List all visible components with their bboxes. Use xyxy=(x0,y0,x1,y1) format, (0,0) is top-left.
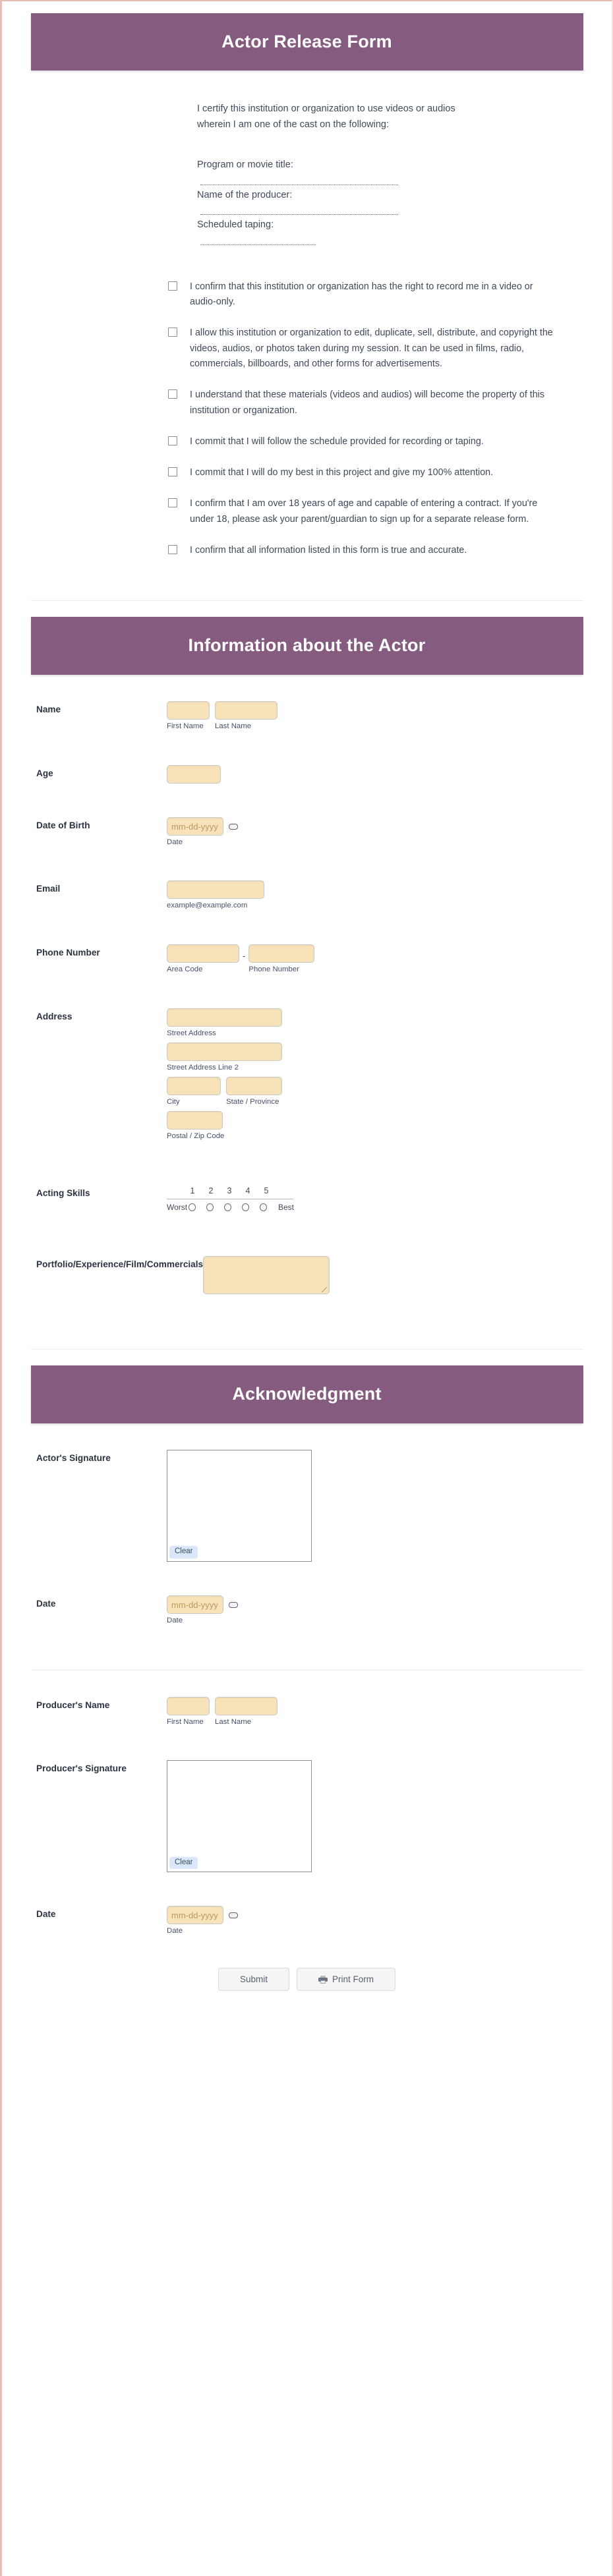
calendar-icon[interactable] xyxy=(229,1602,238,1608)
field-row-phone xyxy=(2,944,612,975)
certify-text: I certify this institution or organization to use videos or audios wherein I am one of the cast on the following: xyxy=(197,103,455,130)
field-row-acting-skills xyxy=(2,1185,612,1212)
actor-signature-label: Actor's Signature xyxy=(36,1452,111,1463)
last-name-input[interactable] xyxy=(215,701,277,720)
street-address-line2-input[interactable] xyxy=(167,1043,282,1061)
city-input[interactable] xyxy=(167,1077,221,1095)
section-title-acknowledgment: Acknowledgment xyxy=(31,1365,583,1423)
field-row-portfolio xyxy=(2,1256,612,1294)
header-2-wrapper xyxy=(2,601,612,674)
scale-numbers xyxy=(185,1186,612,1195)
producer-first-name-sublabel: First Name xyxy=(167,1717,204,1726)
checkbox-label-5: I commit that I will do my best in this project and give my 100% attention. xyxy=(190,467,494,478)
producer-signature-pad[interactable] xyxy=(167,1760,312,1872)
producer-signature-label: Producer's Signature xyxy=(36,1763,127,1774)
field-row-address xyxy=(2,1008,612,1141)
producer-name-label: Producer's Name xyxy=(36,1700,110,1710)
producer-name-line[interactable] xyxy=(200,214,398,215)
scale-worst-label: Worst xyxy=(167,1203,188,1213)
checkbox-label-1: I confirm that this institution or organization has the right to record me in a video or audio-only. xyxy=(190,281,533,308)
checkbox-icon-6[interactable] xyxy=(168,498,177,507)
checkbox-icon-3[interactable] xyxy=(168,389,177,399)
email-sublabel: example@example.com xyxy=(167,902,248,910)
scale-number-2: 2 xyxy=(208,1186,214,1196)
producer-date-input[interactable]: mm-dd-yyyy xyxy=(167,1906,223,1924)
last-name-sublabel: Last Name xyxy=(215,722,252,730)
state-province-sublabel: State / Province xyxy=(226,1097,279,1106)
email-input[interactable] xyxy=(167,880,264,899)
header-3-wrapper xyxy=(2,1350,612,1423)
scheduled-taping-line[interactable] xyxy=(200,244,316,245)
intro-block xyxy=(197,101,481,244)
producer-signature-clear-button[interactable]: Clear xyxy=(169,1857,198,1870)
checkbox-row[interactable] xyxy=(168,496,564,527)
resize-grip-icon[interactable] xyxy=(322,1287,327,1292)
submit-button-label: Submit xyxy=(239,1974,268,1985)
checkbox-row[interactable] xyxy=(168,434,564,449)
print-form-button-label: Print Form xyxy=(332,1974,374,1985)
postal-zip-input[interactable] xyxy=(167,1111,223,1130)
field-row-actor-signature xyxy=(2,1450,612,1562)
radio-rating-1[interactable] xyxy=(189,1203,196,1211)
field-row-name xyxy=(2,701,612,731)
address-label: Address xyxy=(36,1012,73,1022)
radio-rating-4[interactable] xyxy=(242,1203,249,1211)
field-row-producer-signature xyxy=(2,1760,612,1872)
phone-number-sublabel: Phone Number xyxy=(248,965,299,974)
checkbox-icon-1[interactable] xyxy=(168,281,177,291)
submit-button[interactable] xyxy=(218,1968,289,1991)
consent-checkbox-list xyxy=(168,279,564,559)
actor-date-input[interactable]: mm-dd-yyyy xyxy=(167,1595,223,1614)
page-title: Actor Release Form xyxy=(31,13,583,71)
phone-number-input[interactable] xyxy=(248,944,314,963)
checkbox-icon-5[interactable] xyxy=(168,467,177,476)
actor-signature-pad[interactable] xyxy=(167,1450,312,1562)
producer-date-sublabel: Date xyxy=(167,1927,183,1935)
field-row-actor-date xyxy=(2,1595,612,1626)
area-code-input[interactable] xyxy=(167,944,239,963)
scale-number-1: 1 xyxy=(190,1186,195,1196)
checkbox-row[interactable] xyxy=(168,279,564,310)
producer-name-label: Name of the producer: xyxy=(197,189,293,200)
checkbox-row[interactable] xyxy=(168,387,564,418)
checkbox-row[interactable] xyxy=(168,543,564,558)
phone-number-label: Phone Number xyxy=(36,948,100,958)
checkbox-label-2: I allow this institution or organization to edit, duplicate, sell, distribute, and copyright the videos, audios, or photos taken during my session. It can be used in films, radio, commercials, billboards, and other forms for advertisements. xyxy=(190,328,553,369)
street-address-sublabel: Street Address xyxy=(167,1029,216,1038)
postal-zip-sublabel: Postal / Zip Code xyxy=(167,1131,225,1140)
print-form-button[interactable] xyxy=(297,1968,395,1991)
section-title-actor-info: Information about the Actor xyxy=(31,617,583,674)
checkbox-label-7: I confirm that all information listed in this form is true and accurate. xyxy=(190,545,467,556)
acting-skills-label: Acting Skills xyxy=(36,1188,90,1199)
acknowledgment-fields xyxy=(2,1450,612,1936)
calendar-icon[interactable] xyxy=(229,1912,238,1918)
state-province-input[interactable] xyxy=(226,1077,282,1095)
program-title-label: Program or movie title: xyxy=(197,159,293,171)
first-name-sublabel: First Name xyxy=(167,722,204,730)
street-address-input[interactable] xyxy=(167,1008,282,1027)
actor-signature-clear-button[interactable]: Clear xyxy=(169,1546,198,1559)
field-row-date-of-birth xyxy=(2,817,612,847)
form-actions xyxy=(2,1968,612,1991)
date-of-birth-sublabel: Date xyxy=(167,838,183,846)
checkbox-icon-2[interactable] xyxy=(168,328,177,337)
checkbox-icon-7[interactable] xyxy=(168,545,177,554)
checkbox-label-3: I understand that these materials (videos and audios) will become the property of this institution or organization. xyxy=(190,389,545,416)
field-row-email xyxy=(2,880,612,911)
first-name-input[interactable] xyxy=(167,701,210,720)
field-row-age xyxy=(2,765,612,784)
scale-number-4: 4 xyxy=(245,1186,250,1196)
radio-rating-2[interactable] xyxy=(206,1203,214,1211)
header-1-wrapper xyxy=(2,1,612,71)
date-of-birth-label: Date of Birth xyxy=(36,820,90,830)
age-label: Age xyxy=(36,768,53,778)
area-code-sublabel: Area Code xyxy=(167,965,203,974)
scheduled-taping-label: Scheduled taping: xyxy=(197,219,274,231)
producer-last-name-input[interactable] xyxy=(215,1697,277,1715)
city-sublabel: City xyxy=(167,1097,180,1106)
phone-separator: - xyxy=(243,951,246,961)
name-label: Name xyxy=(36,704,61,714)
checkbox-label-6: I confirm that I am over 18 years of age and capable of entering a contract. If you're under 18, please ask your parent/guardian to sign up for a separate release form. xyxy=(190,498,538,525)
field-row-producer-name xyxy=(2,1697,612,1727)
checkbox-row[interactable] xyxy=(168,465,564,480)
checkbox-icon-4[interactable] xyxy=(168,436,177,445)
actor-date-sublabel: Date xyxy=(167,1616,183,1624)
field-row-producer-date xyxy=(2,1906,612,1936)
scale-best-label: Best xyxy=(278,1203,295,1213)
scale-number-3: 3 xyxy=(227,1186,232,1196)
scale-number-5: 5 xyxy=(264,1186,269,1196)
radio-rating-3[interactable] xyxy=(224,1203,231,1211)
portfolio-textarea[interactable] xyxy=(203,1256,330,1294)
calendar-icon[interactable] xyxy=(229,824,238,830)
radio-rating-5[interactable] xyxy=(260,1203,267,1211)
actor-fields xyxy=(2,701,612,1295)
producer-last-name-sublabel: Last Name xyxy=(215,1717,252,1726)
producer-first-name-input[interactable] xyxy=(167,1697,210,1715)
portfolio-label: Portfolio/Experience/Film/Commercials xyxy=(36,1259,204,1270)
producer-date-label: Date xyxy=(36,1909,56,1920)
checkbox-row[interactable] xyxy=(168,326,564,372)
age-input[interactable] xyxy=(167,765,221,784)
date-of-birth-input[interactable]: mm-dd-yyyy xyxy=(167,817,223,836)
email-label: Email xyxy=(36,884,61,894)
checkbox-label-4: I commit that I will follow the schedule provided for recording or taping. xyxy=(190,436,484,447)
street-address-line2-sublabel: Street Address Line 2 xyxy=(167,1063,239,1072)
actor-date-label: Date xyxy=(36,1598,56,1609)
printer-icon xyxy=(318,1976,328,1984)
